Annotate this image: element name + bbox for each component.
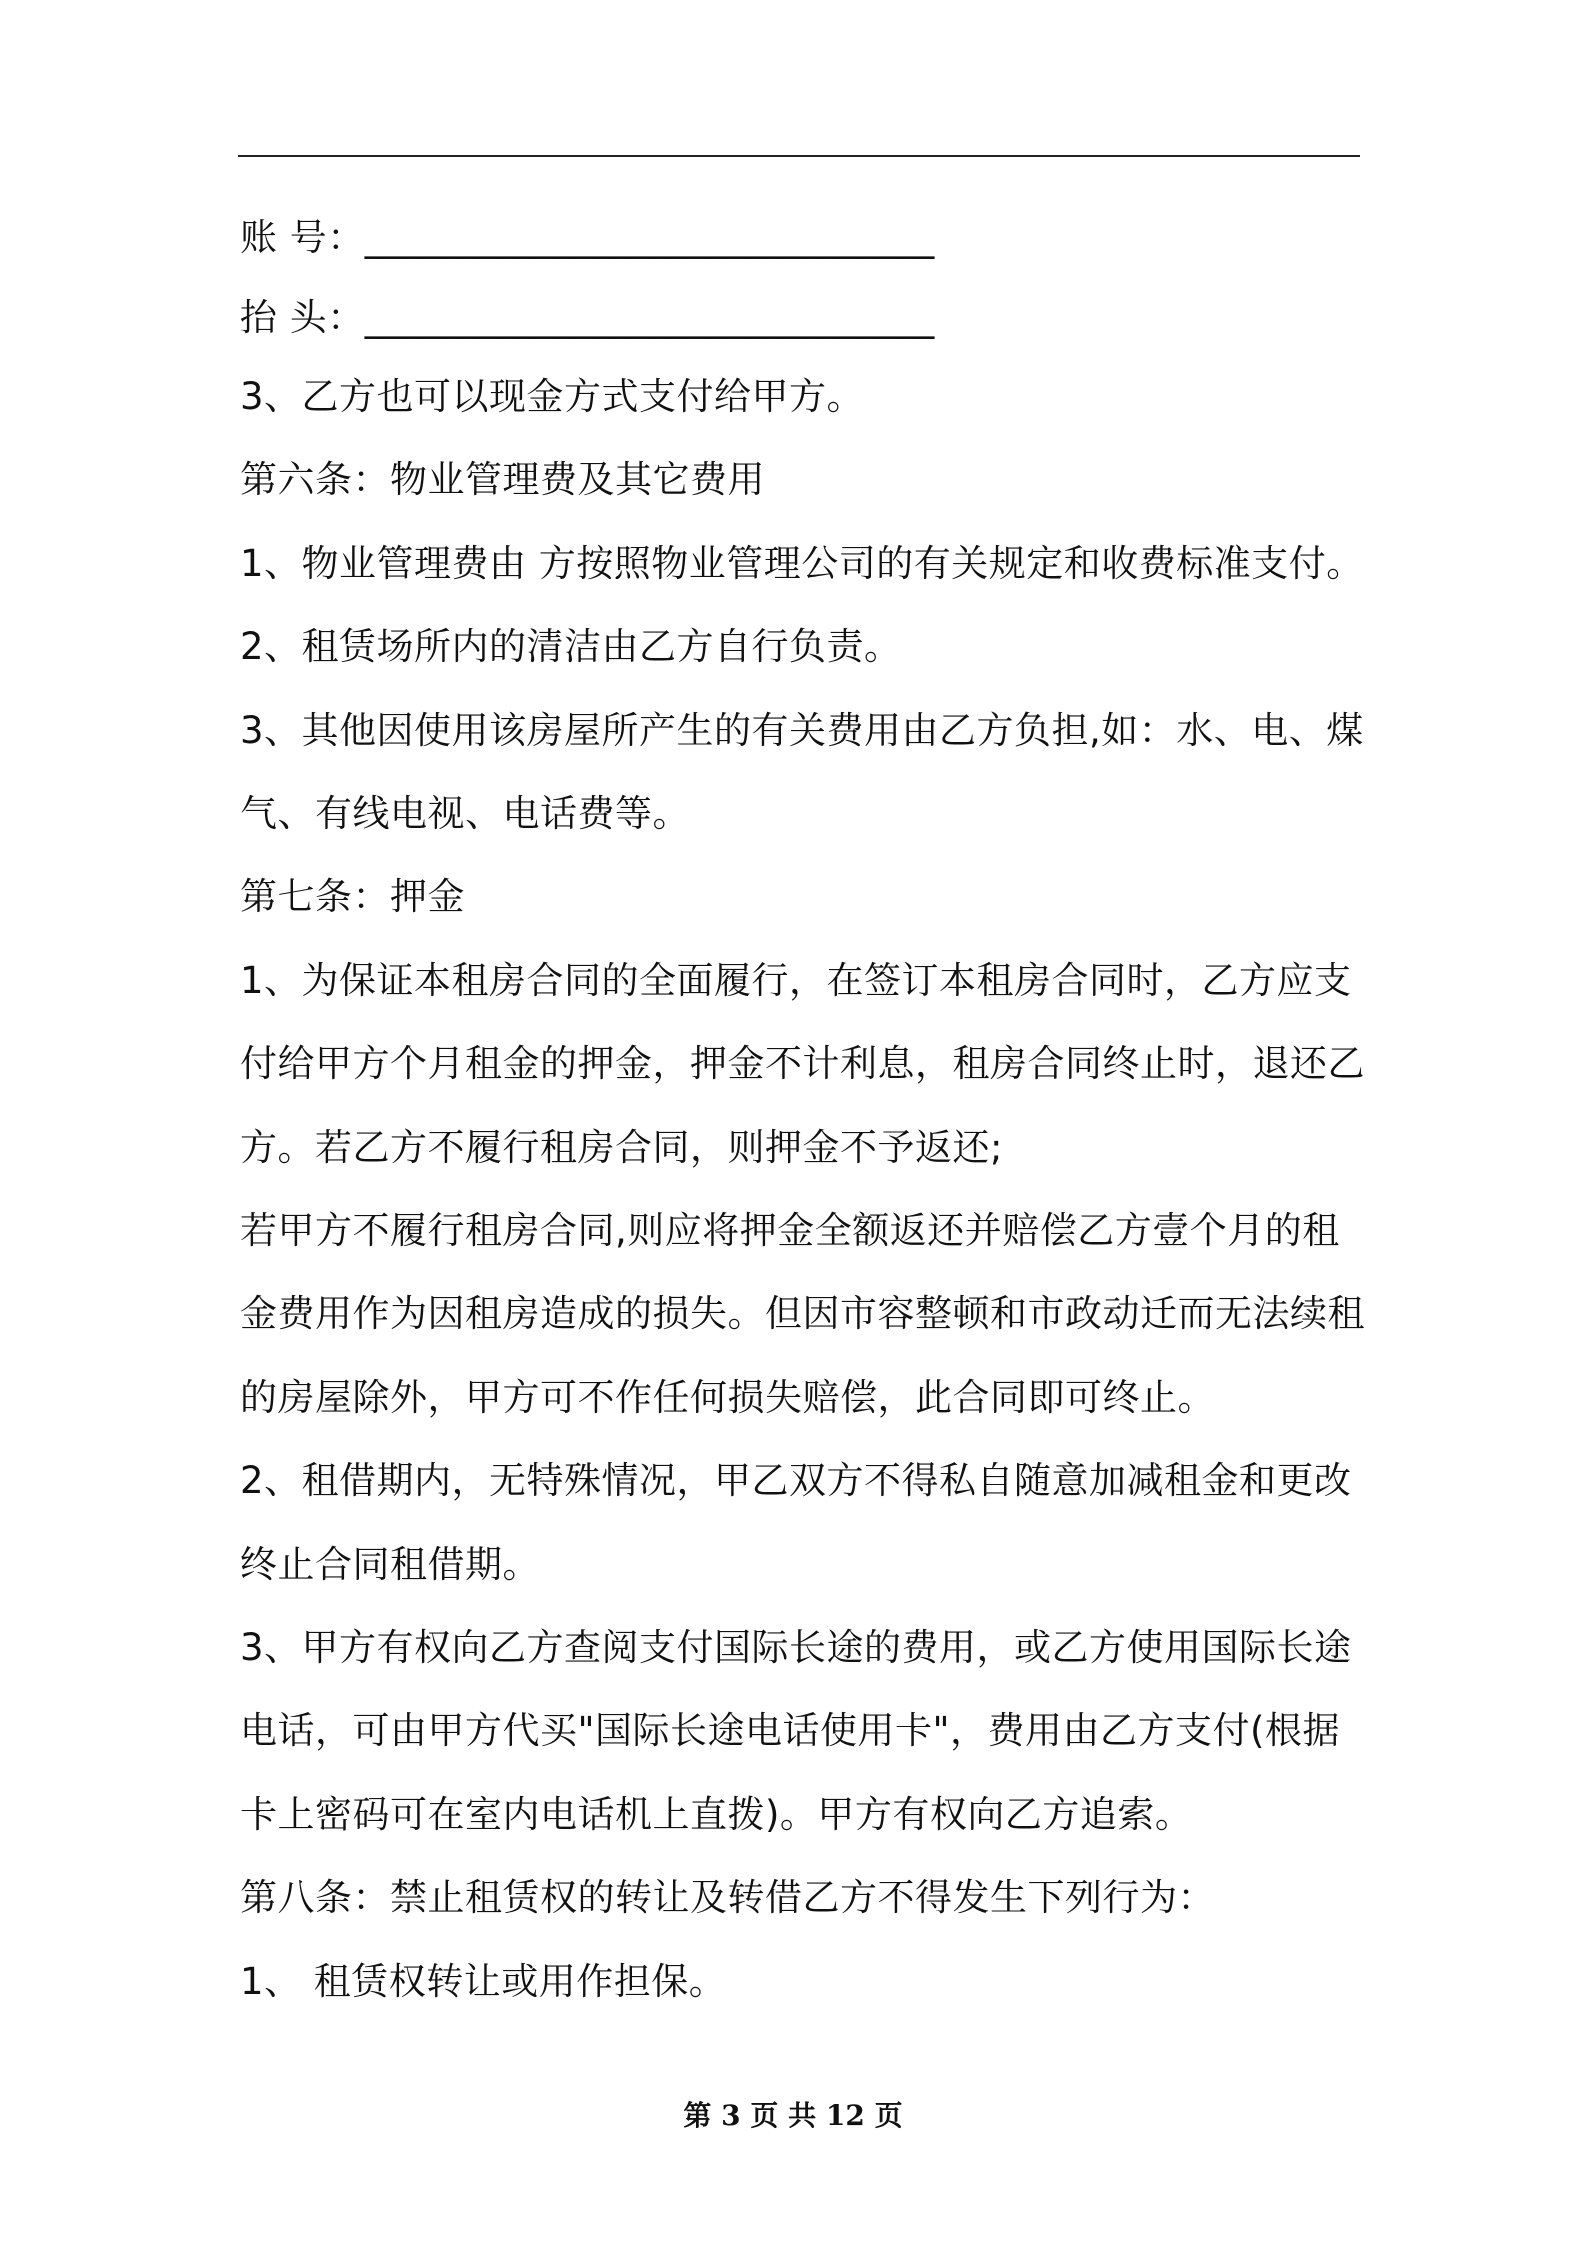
paragraph-line: 1、为保证本租房合同的全面履行，在签订本租房合同时，乙方应支 xyxy=(240,959,1352,1002)
account-title-line: 抬 头：______________________________ xyxy=(240,296,935,339)
paragraph-line: 方。若乙方不履行租房合同，则押金不予返还; xyxy=(240,1126,1003,1169)
section-heading-6: 第六条：物业管理费及其它费用 xyxy=(240,458,765,501)
paragraph-line: 终止合同租借期。 xyxy=(240,1543,540,1586)
paragraph-line: 若甲方不履行租房合同,则应将押金全额返还并赔偿乙方壹个月的租 xyxy=(240,1209,1340,1252)
section-heading-8: 第八条：禁止租赁权的转让及转借乙方不得发生下列行为： xyxy=(240,1876,1215,1919)
paragraph-line: 3、其他因使用该房屋所产生的有关费用由乙方负担,如：水、电、煤 xyxy=(240,709,1364,752)
paragraph-line: 气、有线电视、电话费等。 xyxy=(240,792,690,835)
paragraph-line: 卡上密码可在室内电话机上直拨)。甲方有权向乙方追索。 xyxy=(240,1793,1193,1836)
paragraph-line: 的房屋除外，甲方可不作任何损失赔偿，此合同即可终止。 xyxy=(240,1376,1215,1419)
paragraph-line: 3、甲方有权向乙方查阅支付国际长途的费用，或乙方使用国际长途 xyxy=(240,1626,1352,1669)
paragraph-line: 2、租赁场所内的清洁由乙方自行负责。 xyxy=(240,625,902,668)
paragraph-line: 金费用作为因租房造成的损失。但因市容整顿和市政动迁而无法续租 xyxy=(240,1292,1365,1335)
paragraph-line: 3、乙方也可以现金方式支付给甲方。 xyxy=(240,375,865,418)
paragraph-line: 电话，可由甲方代买"国际长途电话使用卡"，费用由乙方支付(根据 xyxy=(240,1709,1340,1752)
header-rule xyxy=(238,155,1360,157)
page-number-footer: 第 3 页 共 12 页 xyxy=(683,2099,903,2132)
section-heading-7: 第七条：押金 xyxy=(240,875,465,918)
paragraph-line: 1、 租赁权转让或用作担保。 xyxy=(240,1960,727,2003)
paragraph-line: 2、租借期内，无特殊情况，甲乙双方不得私自随意加减租金和更改 xyxy=(240,1459,1352,1502)
account-number-line: 账 号：______________________________ xyxy=(240,216,935,259)
paragraph-line: 1、物业管理费由 方按照物业管理公司的有关规定和收费标准支付。 xyxy=(240,542,1364,585)
paragraph-line: 付给甲方个月租金的押金，押金不计利息，租房合同终止时，退还乙 xyxy=(240,1042,1365,1085)
